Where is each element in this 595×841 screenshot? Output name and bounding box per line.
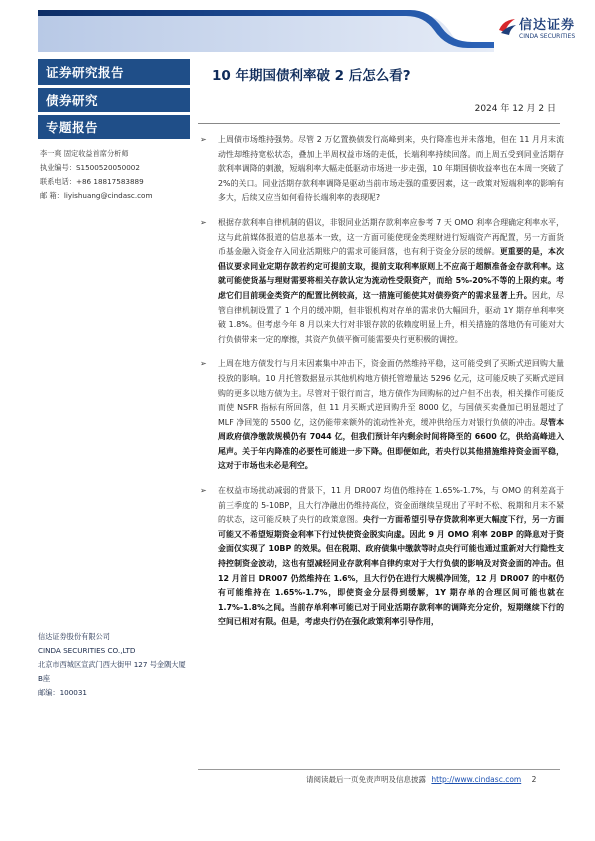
- company-address: 北京市西城区宣武门西大街甲 127 号金隅大厦B座: [38, 660, 186, 683]
- header-decoration: [38, 10, 494, 52]
- paragraph: [198, 357, 564, 474]
- footer-divider: [198, 769, 560, 770]
- paragraph: [198, 216, 564, 347]
- band-report-type: 证券研究报告: [38, 59, 190, 85]
- report-date: 2024 年 12 月 2 日: [474, 104, 556, 114]
- bullet-arrow-icon: ➢: [200, 135, 207, 144]
- author-email: 邮 箱：liyishuang@cindasc.com: [40, 191, 153, 200]
- author-license: 执业编号：S1500520050002: [40, 163, 140, 172]
- paragraph: [198, 484, 564, 630]
- paragraph-text: 因此，尽管自律机制设置了 1 个月的缓冲期，但非银机构对存单的需求仍大幅回升，驱动 1Y 期存单利率突破 1.8%。但考虑今年 8 月以来大行对非银存款的依赖度明显上升，相关措施的落地仍有可能对大行负债带来一定的摩擦，其资产负债平衡可能需要央行更积极的调控。: [218, 290, 564, 344]
- sidebar: [38, 59, 190, 203]
- band-category: 债券研究: [38, 88, 190, 112]
- paragraph-emphasis: 更重要的是，本次倡议要求同业定期存款若约定可提前支取，提前支取利率原则上不应高于超额准备金存款利率。这就可能使货基与理财需要将相关存款认定为流动性受限资产，而给 5%-20%不等的上限约束。考虑它们目前现金类资产的配置比例较高，这一措施可能使其对债券资产的需求显著上升。: [218, 247, 564, 300]
- brand-name-en: CINDA SECURITIES: [519, 33, 576, 40]
- paragraph-text: 根据存款利率自律机制的倡议，非银同业活期存款利率应参考 7 天 OMO 利率合理确定利率水平，这与此前媒体报道的信息基本一致，这一方面可能使现金类理财进行短端资产再配置，另一方面货币基金融入资金存入同业活期账户的需求可能回落，也有利于资金分层的缓解。: [218, 217, 564, 257]
- paragraph-text: 在权益市场扰动减弱的背景下，11 月 DR007 均值仍维持在 1.65%-1.7%，与 OMO 的利差高于前三季度的 5-10BP，且大行净融出仍维持高位，资金面继续呈现出了平时不松、税期和月末不紧的状态，这可能反映了央行的政策意图。: [218, 486, 564, 525]
- bullet-arrow-icon: ➢: [200, 217, 207, 227]
- paragraph: [198, 133, 564, 206]
- author-name: 李一爽 固定收益首席分析师: [40, 149, 129, 158]
- author-info: [38, 147, 190, 203]
- website-link[interactable]: http://www.cindasc.com: [431, 775, 522, 784]
- company-info: [38, 630, 190, 700]
- paragraph-emphasis: 尽管本周政府债净缴款规模仍有 7044 亿，但我们预计年内剩余时间将降至的 6600 亿，供给高峰进入尾声。关于年内降准的必要性可能进一步下降。但即便如此，若央行以其他措施维持资金面平稳，这对于市场也未必是利空。: [218, 417, 564, 471]
- bullet-arrow-icon: ➢: [200, 359, 207, 369]
- disclaimer-notice: 请阅读最后一页免责声明及信息披露: [306, 775, 426, 784]
- author-phone: 联系电话：+86 18817583889: [40, 177, 144, 186]
- brand-logo: [497, 14, 583, 46]
- page-number: 2: [531, 775, 537, 784]
- paragraph-text: 上周在地方债发行与月末因素集中冲击下，资金面仍然维持平稳，这可能受到了买断式逆回购大量投放的影响。10 月托管数据显示其他机构地方债托管增量达 5296 亿元，这可能反映了买断式逆回购的更多以地方债为主。尽管对于银行而言，地方债作为回购标的过户但不出表，相关操作可能反而使 NSFR 指标有所回落，但 11 月买断式逆回购升至 8000 亿，与国债买卖叠加已明显超过了 MLF 净回笼的 5500 亿，这仍能带来额外的流动性补充，缓冲供给压力对银行负债的冲击。: [218, 359, 564, 427]
- company-name-en: CINDA SECURITIES CO.,LTD: [38, 646, 136, 655]
- brand-name-cn: 信达证券: [519, 18, 576, 33]
- company-name: 信达证券股份有限公司: [38, 632, 110, 641]
- report-body: [198, 133, 564, 640]
- footer: [306, 774, 536, 785]
- bullet-arrow-icon: ➢: [200, 486, 207, 496]
- cinda-logo-icon: [497, 16, 517, 36]
- band-report-kind: 专题报告: [38, 115, 190, 139]
- paragraph-text: 上周债市场维持强势。尽管 2 万亿置换债发行高峰到来，央行降准也并未落地，但在 11 月月末流动性却维持宽松状态，叠加上半周权益市场的走低，长端利率持续回落。而上周五受到同业活期存款利率调降的刺激，短端利率大幅走低驱动市场进一步走强，10 年期国债收益率也在本周一突破了 2%的关口。同业活期存款利率调降是驱动当前市场走强的重要因素，这一政策对短端利率的影响有多大，后续又应当如何看待长端利率的表现呢?: [218, 135, 564, 203]
- header-divider: [198, 123, 560, 124]
- paragraph-emphasis: 央行一方面希望引导存贷款利率更大幅度下行，另一方面可能又不希望短期资金利率下行过快使资金脱实向虚。因此 9 月 OMO 利率 20BP 的降息对于资金面仅实现了 10BP 的效果。但在税期、政府债集中缴款等时点央行可能也通过重新对大行隐性支持控制资金波动，这也有望减轻同业存款利率自律约束对于大行负债的影响及对资金面的冲击。但 12 月首日 DR007 仍然维持在 1.6%，且大行仍在进行大规模净回笼，12 月 DR007 的中枢仍有可能维持在 1.65%-1.7%，即使资金分层得到缓解，1Y 期存单的合理区间可能也就在 1.7%-1.8%之间。当前存单利率可能已对于同业活期存款利率的调降充分定价，短期继续下行的空间已相对有限。但是，考虑央行仍在强化政策利率引导作用，: [218, 515, 564, 627]
- company-postcode: 邮编：100031: [38, 688, 88, 697]
- report-title: 10 年期国债利率破 2 后怎么看?: [212, 68, 411, 84]
